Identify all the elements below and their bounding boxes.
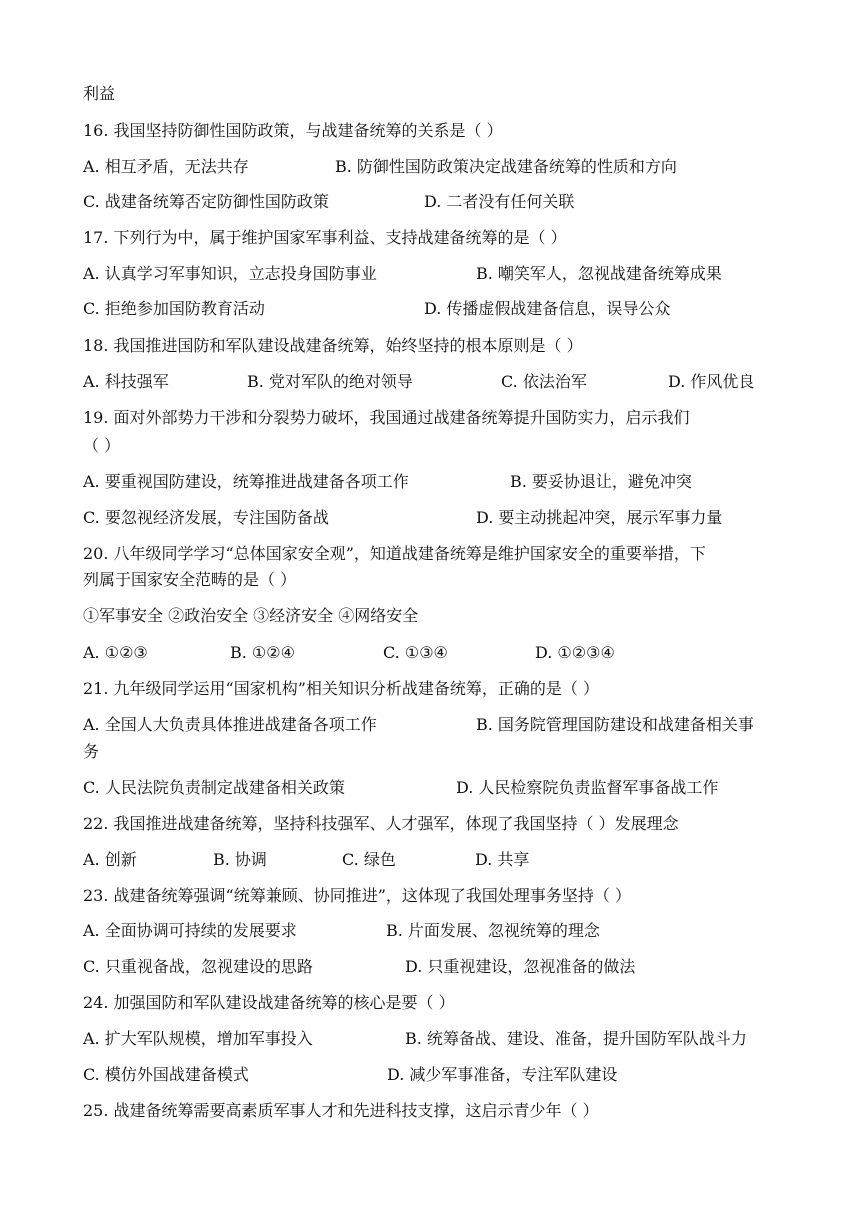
- option-d: D. 要主动挑起冲突，展示军事力量: [476, 508, 723, 527]
- option-d: D. 人民检察院负责监督军事备战工作: [456, 778, 719, 797]
- option-c: C. ①③④: [383, 643, 448, 662]
- question-25-stem: 25. 战建备统筹需要高素质军事人才和先进科技支撑，这启示青少年（ ）: [83, 1101, 599, 1120]
- option-d: D. 共享: [475, 850, 530, 869]
- option-b: B. 防御性国防政策决定战建备统筹的性质和方向: [335, 157, 677, 176]
- question-19-stem-line-1: 19. 面对外部势力干涉和分裂势力破坏，我国通过战建备统筹提升国防实力，启示我们: [83, 408, 690, 427]
- option-d: D. 作风优良: [668, 372, 755, 391]
- question-20-stem-line-2: 列属于国家安全范畴的是（ ）: [83, 570, 297, 589]
- option-a: A. 扩大军队规模，增加军事投入: [83, 1029, 313, 1048]
- question-22-stem: 22. 我国推进战建备统筹，坚持科技强军、人才强军，体现了我国坚持（ ）发展理念: [83, 814, 679, 833]
- option-a: A. ①②③: [83, 643, 148, 662]
- option-b: B. 协调: [213, 850, 267, 869]
- question-19-stem-line-2: （ ）: [83, 436, 121, 455]
- option-b: B. 片面发展、忽视统筹的理念: [386, 921, 600, 940]
- question-18-stem: 18. 我国推进国防和军队建设战建备统筹，始终坚持的根本原则是（ ）: [83, 336, 583, 355]
- option-c: C. 依法治军: [501, 372, 587, 391]
- question-21-option-b-continuation: 务: [83, 742, 100, 761]
- option-c: C. 要忽视经济发展，专注国防备战: [83, 508, 329, 527]
- option-a: A. 创新: [83, 850, 137, 869]
- option-a: A. 科技强军: [83, 372, 169, 391]
- question-20-stem-line-1: 20. 八年级同学学习“总体国家安全观”，知道战建备统筹是维护国家安全的重要举措，下: [83, 544, 706, 563]
- option-c: C. 只重视备战，忽视建设的思路: [83, 957, 313, 976]
- option-a: A. 相互矛盾，无法共存: [83, 157, 249, 176]
- option-b: B. 党对军队的绝对领导: [247, 372, 413, 391]
- option-b: B. 国务院管理国防建设和战建备相关事: [476, 715, 754, 734]
- question-24-stem: 24. 加强国防和军队建设战建备统筹的核心是要（ ）: [83, 993, 455, 1012]
- question-20-statements: ①军事安全 ②政治安全 ③经济安全 ④网络安全: [83, 606, 419, 625]
- option-c: C. 绿色: [342, 850, 396, 869]
- option-d: D. 减少军事准备，专注军队建设: [387, 1065, 618, 1084]
- option-d: D. 只重视建设，忽视准备的做法: [405, 957, 636, 976]
- question-23-stem: 23. 战建备统筹强调“统筹兼顾、协同推进”，这体现了我国处理事务坚持（ ）: [83, 886, 631, 905]
- option-a: A. 全面协调可持续的发展要求: [83, 921, 297, 940]
- option-c: C. 模仿外国战建备模式: [83, 1065, 249, 1084]
- question-21-stem: 21. 九年级同学运用“国家机构”相关知识分析战建备统筹，正确的是（ ）: [83, 679, 599, 698]
- option-b: B. 嘲笑军人，忽视战建备统筹成果: [476, 264, 722, 283]
- option-d: D. ①②③④: [535, 643, 615, 662]
- option-d: D. 二者没有任何关联: [424, 192, 575, 211]
- option-a: A. 认真学习军事知识，立志投身国防事业: [83, 264, 377, 283]
- question-17-stem: 17. 下列行为中，属于维护国家军事利益、支持战建备统筹的是（ ）: [83, 228, 567, 247]
- option-a: A. 全国人大负责具体推进战建备各项工作: [83, 715, 377, 734]
- option-a: A. 要重视国防建设，统筹推进战建备各项工作: [83, 472, 409, 491]
- option-b: B. ①②④: [230, 643, 295, 662]
- option-c: C. 人民法院负责制定战建备相关政策: [83, 778, 345, 797]
- lead-text: 利益: [83, 84, 116, 103]
- question-16-stem: 16. 我国坚持防御性国防政策，与战建备统筹的关系是（ ）: [83, 121, 503, 140]
- option-b: B. 要妥协退让，避免冲突: [510, 472, 692, 491]
- option-d: D. 传播虚假战建备信息，误导公众: [424, 299, 671, 318]
- option-c: C. 战建备统筹否定防御性国防政策: [83, 192, 329, 211]
- option-b: B. 统筹备战、建设、准备，提升国防军队战斗力: [405, 1029, 747, 1048]
- option-c: C. 拒绝参加国防教育活动: [83, 299, 265, 318]
